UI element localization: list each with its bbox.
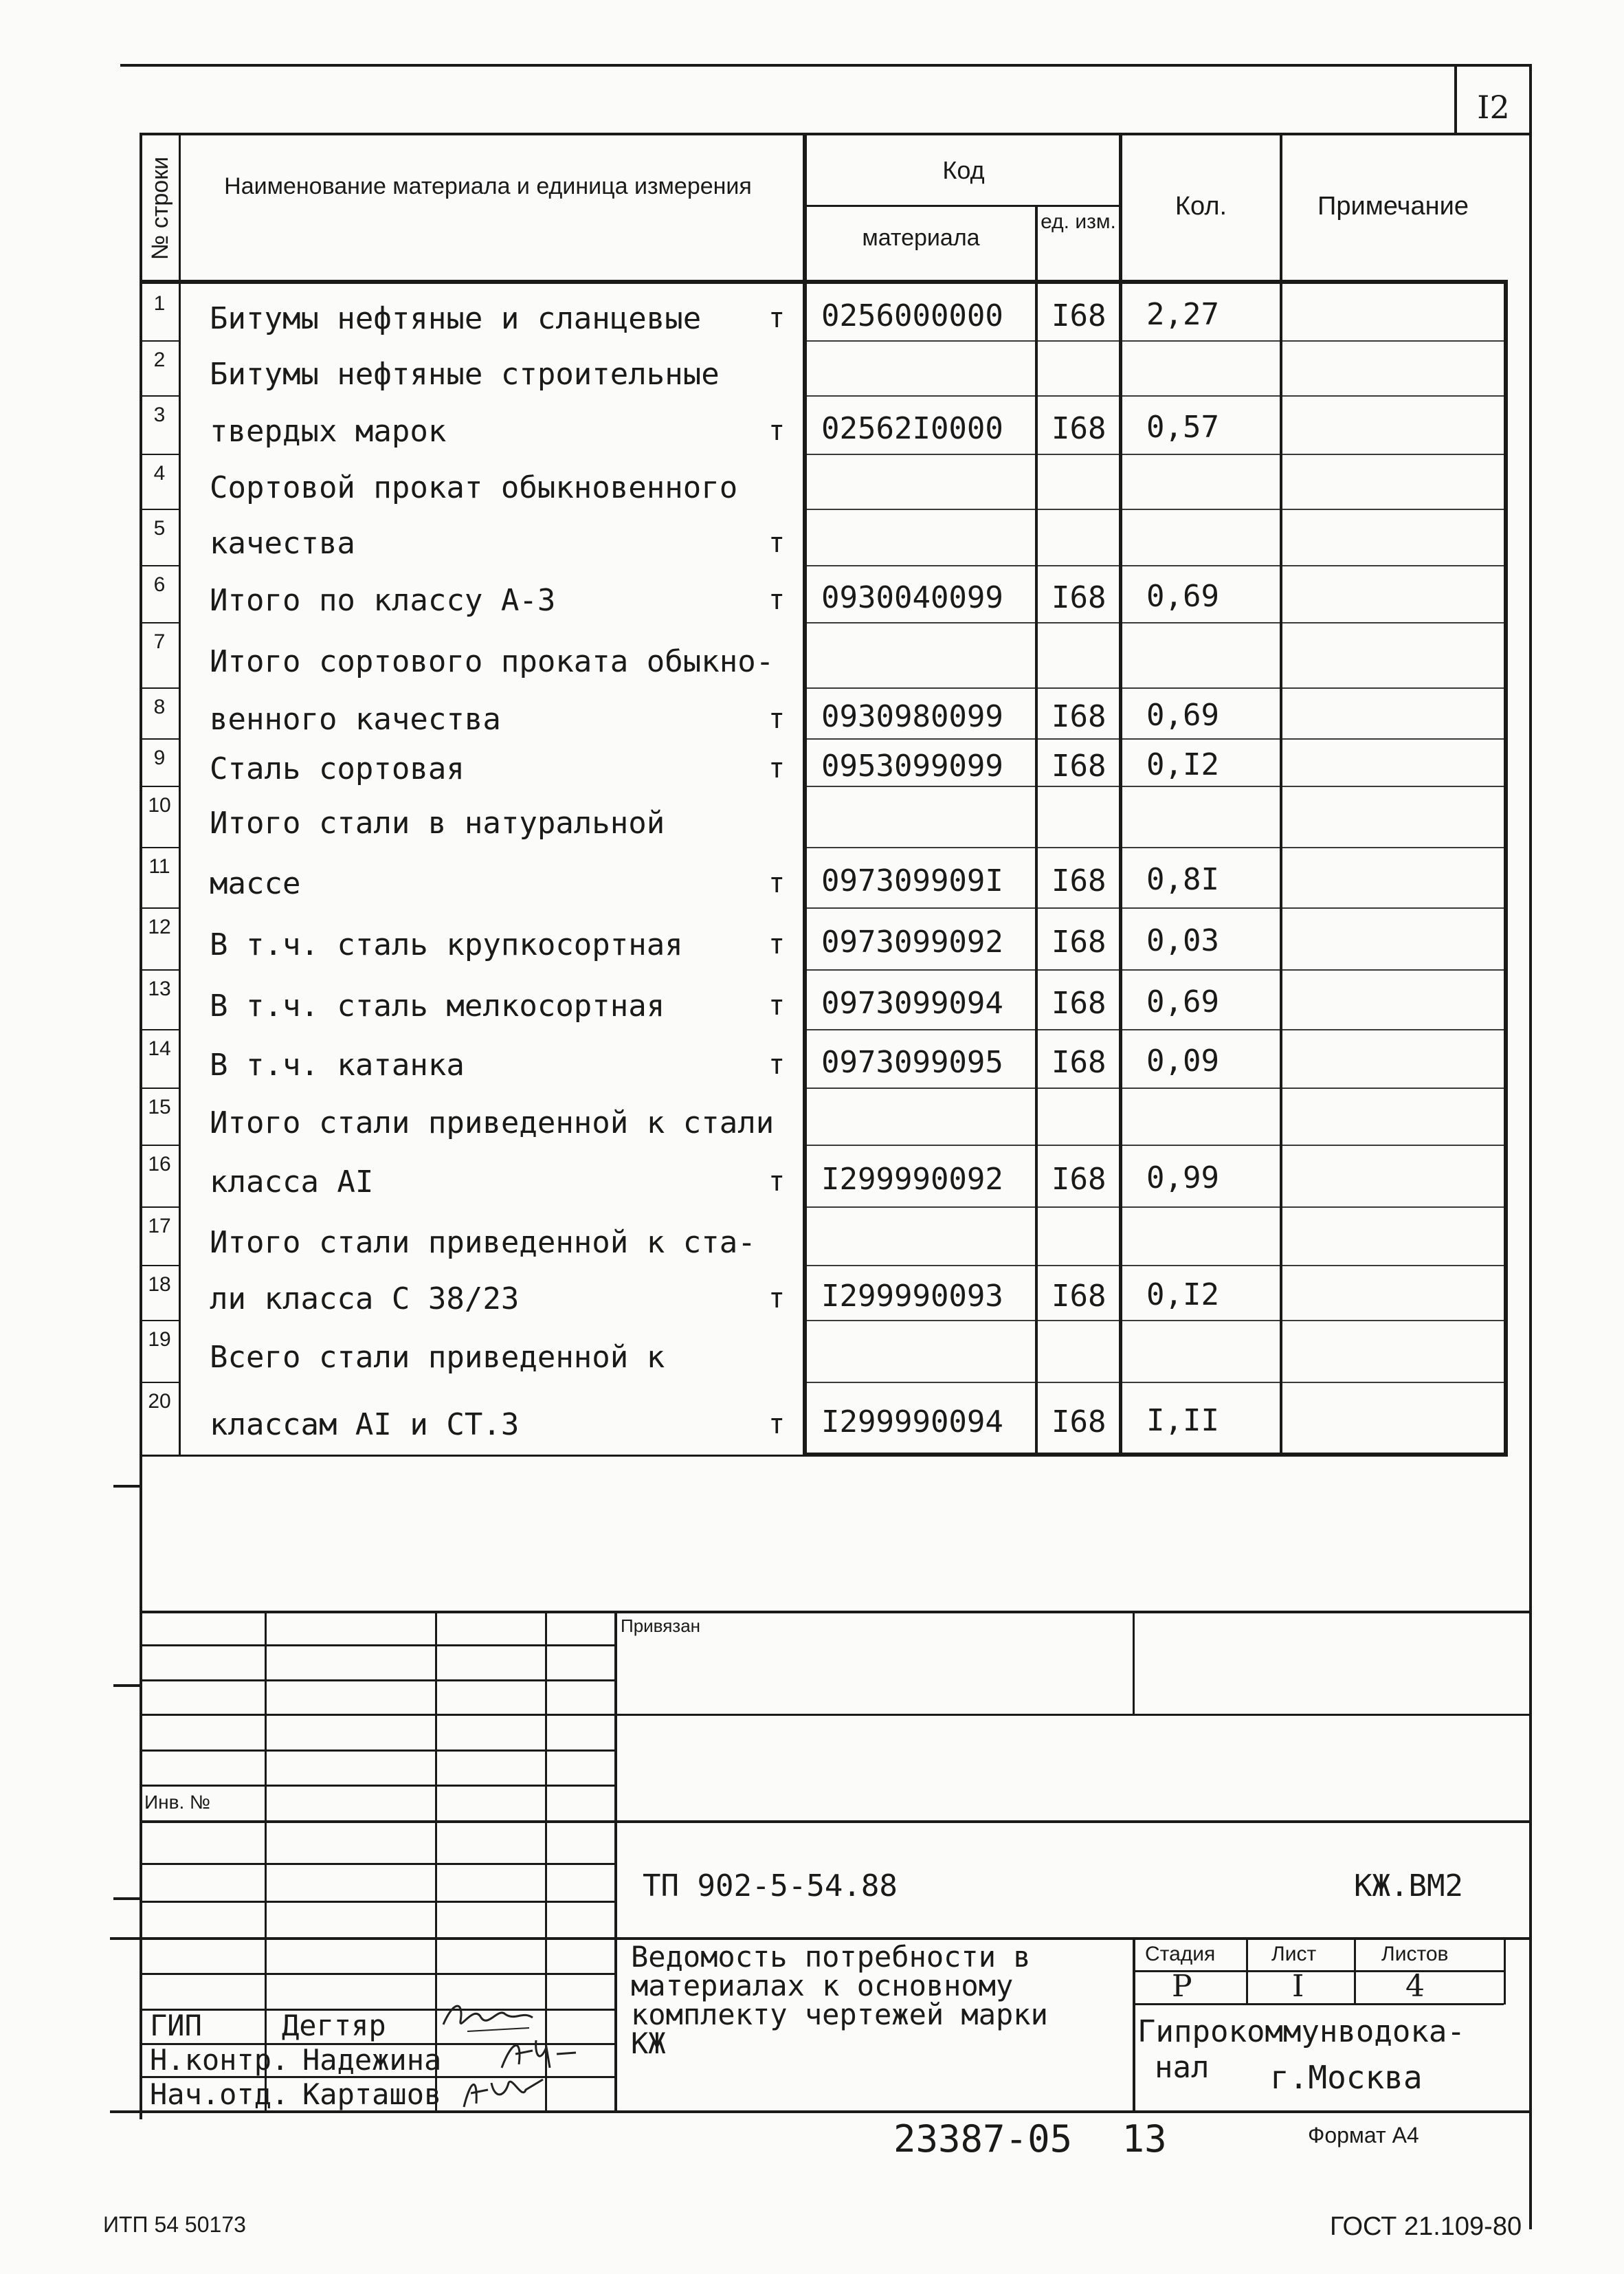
row-name: качества xyxy=(210,526,355,561)
header-unit-code: ед. изм. xyxy=(1041,210,1116,233)
row-separator xyxy=(140,622,179,623)
row-unit: т xyxy=(768,584,786,616)
row-separator xyxy=(140,969,179,971)
tb-grid-h3 xyxy=(140,1714,614,1716)
row-name: Битумы нефтяные и сланцевые xyxy=(210,301,702,336)
row-unit-code: I68 xyxy=(1052,1279,1106,1314)
row-unit: т xyxy=(768,415,786,447)
row-unit: т xyxy=(768,990,786,1022)
row-name: Сталь сортовая xyxy=(210,751,465,786)
row-name: Итого стали приведенной к стали xyxy=(210,1105,775,1140)
row-number: 1 xyxy=(153,292,166,315)
row-number: 14 xyxy=(148,1037,171,1060)
row-unit: т xyxy=(768,1409,786,1440)
sheet-number: I2 xyxy=(1477,89,1510,126)
stage-label: Стадия xyxy=(1145,1943,1216,1965)
name-nachotd: Карташов xyxy=(302,2077,442,2111)
row-separator-data xyxy=(807,1029,1504,1030)
row-number: 4 xyxy=(153,462,166,485)
row-separator-data xyxy=(807,1382,1504,1383)
row-name: Итого стали в натуральной xyxy=(210,806,665,841)
row-quantity: I,II xyxy=(1146,1403,1219,1438)
footer-gost: ГОСТ 21.109-80 xyxy=(1330,2212,1522,2241)
row-separator-data xyxy=(807,509,1504,510)
doc-code: ТП 902-5-54.88 xyxy=(643,1868,898,1903)
row-material-code: 0256000000 xyxy=(821,298,1003,333)
row-material-code: I299990093 xyxy=(821,1279,1003,1314)
privyazan-label: Привязан xyxy=(621,1615,701,1636)
signature-nachotd-icon xyxy=(457,2069,546,2110)
row-separator-data xyxy=(807,622,1504,623)
row-name: Итого стали приведенной к ста- xyxy=(210,1225,756,1260)
row-material-code: 02562I0000 xyxy=(821,411,1003,446)
row-name: ли класса С 38/23 xyxy=(210,1281,520,1316)
name-nkontr: Надежина xyxy=(302,2043,442,2077)
row-separator-data xyxy=(807,340,1504,342)
row-unit-code: I68 xyxy=(1052,986,1106,1021)
row-number: 11 xyxy=(148,855,170,878)
tb-lower-h2 xyxy=(140,1901,614,1903)
tb-grid-h2 xyxy=(140,1679,614,1681)
row-quantity: 0,99 xyxy=(1146,1160,1219,1195)
row-name: Сортовой прокат обыкновенного xyxy=(210,470,738,505)
row-unit-code: I68 xyxy=(1052,863,1106,898)
row-number: 13 xyxy=(148,978,171,1000)
row-quantity: 0,57 xyxy=(1146,410,1219,445)
row-unit: т xyxy=(768,868,786,899)
row-name: классам AI и СТ.3 xyxy=(210,1407,520,1442)
row-unit: т xyxy=(768,1166,786,1197)
row-unit-code: I68 xyxy=(1052,749,1106,784)
row-quantity: 2,27 xyxy=(1146,297,1219,332)
tb-grid-h4 xyxy=(140,1749,614,1752)
row-separator xyxy=(140,509,179,510)
row-name: Всего стали приведенной к xyxy=(210,1340,665,1375)
row-material-code: I299990094 xyxy=(821,1404,1003,1439)
row-material-code: 0930040099 xyxy=(821,580,1003,615)
row-number: 6 xyxy=(153,573,166,596)
row-separator xyxy=(140,1029,179,1030)
row-quantity: 0,03 xyxy=(1146,923,1219,958)
tb-grid-v4 xyxy=(614,1611,617,2112)
row-material-code: 0973099092 xyxy=(821,925,1003,960)
doc-title-line-1: Ведомость потребности в xyxy=(631,1940,1031,1974)
header-name: Наименование материала и единица измерения xyxy=(224,173,752,199)
row-unit-code: I68 xyxy=(1052,1162,1106,1197)
row-quantity: 0,I2 xyxy=(1146,747,1219,782)
name-gip: Дегтяр xyxy=(282,2009,386,2042)
col-divider-ed xyxy=(1035,205,1038,1456)
margin-tick-2 xyxy=(113,1684,140,1687)
row-unit-code: I68 xyxy=(1052,699,1106,734)
row-name: венного качества xyxy=(210,702,501,737)
row-separator xyxy=(140,907,179,909)
row-number: 8 xyxy=(153,696,166,718)
footer-stamp-number: 23387-05 xyxy=(893,2117,1073,2161)
tb-line-a xyxy=(140,1611,1532,1613)
row-separator-data xyxy=(807,907,1504,909)
row-quantity: 0,09 xyxy=(1146,1044,1219,1079)
privyazan-divider xyxy=(1133,1611,1135,1714)
tb-lower-h1 xyxy=(140,1863,614,1865)
doc-title-line-4: КЖ xyxy=(631,2027,666,2060)
row-separator xyxy=(140,340,179,342)
row-material-code: I299990092 xyxy=(821,1162,1003,1197)
row-name: В т.ч. сталь мелкосортная xyxy=(210,989,665,1024)
row-number: 18 xyxy=(148,1273,171,1296)
org-line-1: Гипрокоммунводока- xyxy=(1137,2014,1465,2049)
header-code: Код xyxy=(942,156,985,184)
row-number: 20 xyxy=(148,1390,171,1413)
row-separator-data xyxy=(807,1265,1504,1266)
sheets-label: Листов xyxy=(1381,1943,1449,1965)
row-quantity: 0,8I xyxy=(1146,862,1219,897)
header-note: Примечание xyxy=(1317,192,1469,221)
row-number: 3 xyxy=(153,404,166,426)
org-line-2b: г.Москва xyxy=(1270,2059,1423,2096)
doc-title-line-3: комплекту чертежей марки xyxy=(631,1998,1048,2031)
row-name: Итого сортового проката обыкно- xyxy=(210,644,775,679)
row-name: В т.ч. сталь крупкосортная xyxy=(210,927,683,962)
row-separator-data xyxy=(807,738,1504,740)
row-name: класса AI xyxy=(210,1164,374,1200)
sheet-label: Лист xyxy=(1271,1943,1317,1965)
footer-left-code: ИТП 54 50173 xyxy=(103,2212,246,2237)
margin-tick-1 xyxy=(113,1485,140,1488)
stage-box-right xyxy=(1504,1937,1506,2005)
row-material-code: 0973099094 xyxy=(821,986,1003,1021)
header-row-no xyxy=(136,141,184,275)
footer-stamp xyxy=(893,2117,1167,2161)
stage-value: Р xyxy=(1172,1969,1192,2004)
row-number: 9 xyxy=(153,747,166,769)
row-separator xyxy=(140,1145,179,1146)
tb-line-b xyxy=(140,1820,1532,1823)
doc-title xyxy=(631,1940,1048,2060)
table-bottom-line xyxy=(140,1455,803,1457)
row-separator xyxy=(140,1088,179,1089)
tb-lower-h4 xyxy=(140,1973,614,1975)
footer-page-number: 13 xyxy=(1122,2117,1167,2161)
row-unit: т xyxy=(768,1049,786,1081)
row-separator-data xyxy=(807,687,1504,689)
row-material-code: 097309909I xyxy=(821,863,1003,898)
row-name: массе xyxy=(210,866,301,901)
row-separator-data xyxy=(807,454,1504,455)
header-qty: Кол. xyxy=(1175,192,1227,221)
row-quantity: 0,I2 xyxy=(1146,1277,1219,1312)
row-number: 12 xyxy=(148,916,171,938)
row-name: твердых марок xyxy=(210,414,447,449)
col-divider-rowno xyxy=(179,133,181,1456)
row-separator xyxy=(140,1206,179,1208)
row-unit: т xyxy=(768,1283,786,1314)
top-border xyxy=(120,64,1529,67)
inv-no-label: Инв. № xyxy=(144,1791,211,1813)
doc-mark: КЖ.ВМ2 xyxy=(1354,1868,1463,1903)
row-unit-code: I68 xyxy=(1052,1045,1106,1080)
row-separator-data xyxy=(807,969,1504,971)
row-separator xyxy=(140,565,179,566)
right-border xyxy=(1529,64,1532,2229)
row-name: В т.ч. катанка xyxy=(210,1048,465,1083)
stage-box-left xyxy=(1133,1937,1135,2110)
row-unit: т xyxy=(768,302,786,334)
row-separator xyxy=(140,687,179,689)
privyazan-bottom xyxy=(614,1714,1532,1716)
doc-title-line-2: материалах к основному xyxy=(631,1969,1014,2002)
row-unit: т xyxy=(768,703,786,735)
signature-nkontr-icon xyxy=(495,2033,577,2075)
row-unit-code: I68 xyxy=(1052,411,1106,446)
row-separator-data xyxy=(807,565,1504,566)
role-nachotd: Нач.отд. xyxy=(150,2077,289,2111)
sheets-value: 4 xyxy=(1405,1969,1425,2004)
row-name: Битумы нефтяные строительные xyxy=(210,357,720,392)
footer-format: Формат А4 xyxy=(1308,2123,1419,2148)
row-number: 7 xyxy=(153,630,166,653)
row-separator-data xyxy=(807,786,1504,787)
signature-gip-icon xyxy=(440,1997,536,2038)
col-divider-qty xyxy=(1119,133,1122,1456)
row-unit-code: I68 xyxy=(1052,925,1106,960)
margin-tick-3 xyxy=(113,1897,140,1900)
row-separator xyxy=(140,395,179,397)
row-number: 5 xyxy=(153,517,166,540)
row-number: 2 xyxy=(153,349,166,371)
row-number: 10 xyxy=(148,794,171,817)
header-bottom-line xyxy=(140,280,1507,284)
col-divider-note xyxy=(1280,133,1282,1456)
row-separator xyxy=(140,738,179,740)
row-unit-code: I68 xyxy=(1052,298,1106,333)
row-separator-data xyxy=(807,1145,1504,1146)
col-right-thick xyxy=(1504,280,1508,1456)
row-unit: т xyxy=(768,929,786,960)
row-number: 19 xyxy=(148,1328,171,1351)
row-separator xyxy=(140,454,179,455)
row-separator xyxy=(140,847,179,848)
row-separator xyxy=(140,786,179,787)
row-separator-data xyxy=(807,847,1504,848)
col-divider-code xyxy=(803,133,807,1456)
sheet-value: I xyxy=(1292,1969,1304,2004)
row-quantity: 0,69 xyxy=(1146,698,1219,733)
row-separator-data xyxy=(807,1320,1504,1321)
row-material-code: 0953099099 xyxy=(821,749,1003,784)
row-separator xyxy=(140,1320,179,1321)
header-row-no-text: № строки xyxy=(146,156,173,260)
row-quantity: 0,69 xyxy=(1146,579,1219,614)
role-gip: ГИП xyxy=(150,2009,202,2042)
row-number: 16 xyxy=(148,1153,171,1175)
table-bottom-thick xyxy=(803,1453,1508,1457)
code-subheader-line xyxy=(804,205,1120,207)
row-number: 17 xyxy=(148,1215,171,1237)
org-line-2a: нал xyxy=(1155,2050,1210,2085)
tb-grid-h1 xyxy=(140,1644,614,1646)
header-material: материала xyxy=(862,225,980,251)
row-separator xyxy=(140,1382,179,1383)
row-material-code: 0930980099 xyxy=(821,699,1003,734)
row-quantity: 0,69 xyxy=(1146,984,1219,1019)
row-number: 15 xyxy=(148,1096,171,1118)
row-unit-code: I68 xyxy=(1052,1404,1106,1439)
row-separator xyxy=(140,1265,179,1266)
table-top-line xyxy=(140,133,1532,135)
row-separator-data xyxy=(807,395,1504,397)
row-unit-code: I68 xyxy=(1052,580,1106,615)
row-name: Итого по классу А-3 xyxy=(210,583,556,618)
row-unit: т xyxy=(768,753,786,784)
row-material-code: 0973099095 xyxy=(821,1045,1003,1080)
tb-grid-h5 xyxy=(140,1785,614,1787)
row-separator-data xyxy=(807,1206,1504,1208)
row-unit: т xyxy=(768,527,786,559)
role-nkontr: Н.контр. xyxy=(150,2043,289,2077)
row-separator-data xyxy=(807,1088,1504,1089)
